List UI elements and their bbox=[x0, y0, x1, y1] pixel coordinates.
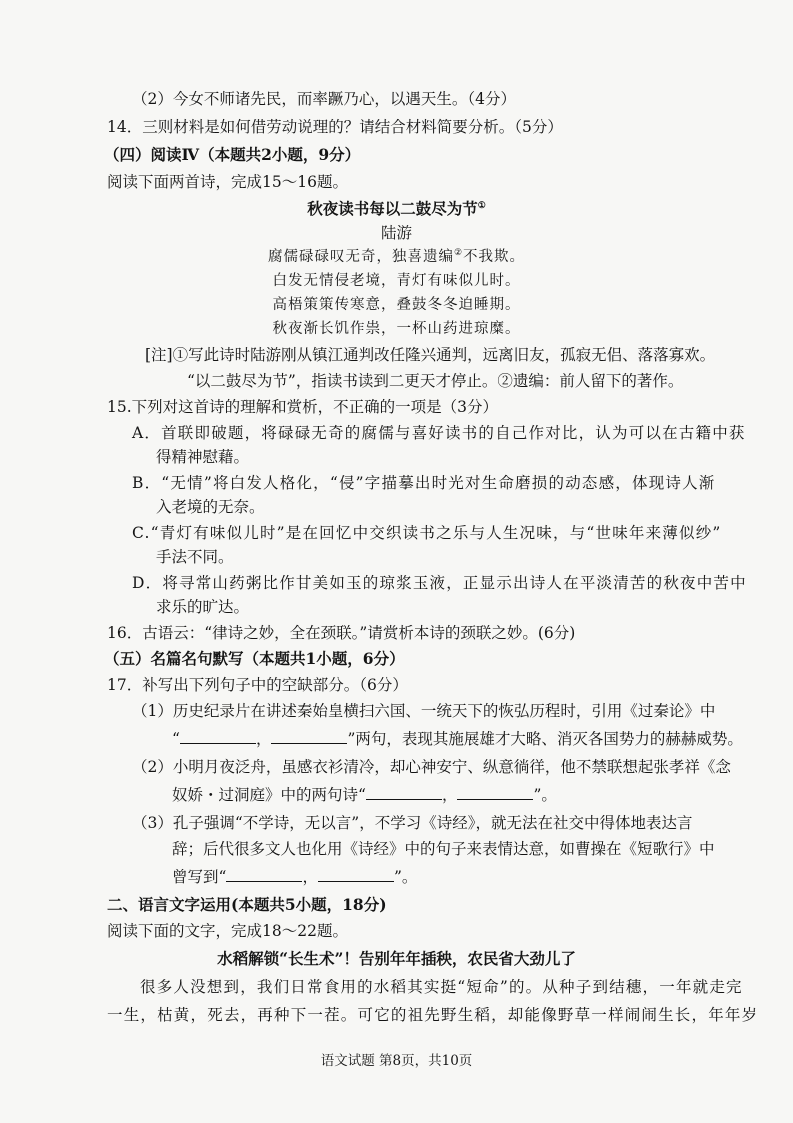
poem-note-1: [注]①写此诗时陆游刚从镇江通判改任隆兴通判，远离旧友，孤寂无侣、落落寡欢。 bbox=[145, 346, 716, 364]
poem-title: 秋夜读书每以二鼓尽为节 bbox=[307, 199, 478, 218]
q17-item-2-line-1: （2）小明月夜泛舟，虽感衣衫清冷，却心神安宁、纵意徜徉，他不禁联想起张孝祥《念 bbox=[132, 758, 731, 776]
comma: ， bbox=[441, 786, 458, 804]
section-4-instruction: 阅读下面两首诗，完成15～16题。 bbox=[107, 173, 348, 191]
option-c-line-1: C.“青灯有味似儿时”是在回忆中交织读书之乐与人生况味，与“世味年来薄似纱” bbox=[132, 524, 722, 542]
q17-item-3-line-2: 辞；后代很多文人也化用《诗经》中的句子来表情达意，如曹操在《短歌行》中 bbox=[172, 840, 715, 858]
fill-blank bbox=[318, 867, 394, 882]
lead-text: 曾写到“ bbox=[172, 868, 227, 886]
section-5-heading: （五）名篇名句默写（本题共1小题，6分） bbox=[104, 649, 405, 668]
poem-line-1 bbox=[0, 246, 793, 268]
q17-item-3-line-3 bbox=[172, 866, 417, 888]
option-a-line-1: A．首联即破题，将碌碌无奇的腐儒与喜好读书的自己作对比，认为可以在古籍中获 bbox=[132, 424, 746, 442]
q17-item-3-line-1: （3）孔子强调“不学诗，无以言”，不学习《诗经》，就无法在社交中得体地表达言 bbox=[132, 814, 693, 832]
fill-blank bbox=[457, 785, 533, 800]
option-d-line-2: 求乐的旷达。 bbox=[156, 598, 250, 616]
poem-line-1a: 腐儒碌碌叹无奇，独喜遗编 bbox=[267, 249, 454, 265]
footnote-mark-2: ② bbox=[453, 248, 464, 259]
poem-line-1b: 不我欺。 bbox=[463, 249, 526, 265]
q17-item-2-line-2 bbox=[172, 784, 557, 806]
poem-line-3: 高梧策策传寒意，叠鼓冬冬迫睡期。 bbox=[272, 297, 521, 313]
option-b-line-2: 入老境的无奈。 bbox=[156, 498, 265, 516]
comma: ， bbox=[302, 868, 318, 886]
q17-item-1-line-1: （1）历史纪录片在讲述秦始皇横扫六国、一统天下的恢弘历程时，引用《过秦论》中 bbox=[132, 702, 716, 720]
question-14: 14．三则材料是如何借劳动说理的？请结合材料简要分析。（5分） bbox=[107, 118, 563, 136]
quote-close-text: ”两句，表现其施展雄才大略、消灭各国势力的赫赫威势。 bbox=[347, 730, 743, 748]
article-paragraph-line-1: 很多人没想到，我们日常食用的水稻其实挺“短命”的。从种子到结穗，一年就走完 bbox=[140, 978, 743, 996]
option-d-line-1: D．将寻常山药粥比作甘美如玉的琼浆玉液，正显示出诗人在平淡清苦的秋夜中苦中 bbox=[132, 574, 747, 592]
poem-title-line bbox=[0, 198, 793, 220]
poem-line-4: 秋夜渐长饥作祟，一杯山药进琼糜。 bbox=[272, 321, 521, 337]
lead-text: 奴娇・过洞庭》中的两句诗“ bbox=[172, 786, 366, 804]
footnote-mark-1: ① bbox=[477, 200, 486, 211]
part-2-instruction: 阅读下面的文字，完成18～22题。 bbox=[107, 922, 348, 940]
fill-blank bbox=[271, 729, 347, 744]
option-c-line-2: 手法不同。 bbox=[156, 548, 234, 566]
question-16: 16．古语云：“律诗之妙，全在颈联。”请赏析本诗的颈联之妙。(6分) bbox=[107, 624, 576, 642]
section-4-heading: （四）阅读Ⅳ（本题共2小题，9分） bbox=[104, 145, 361, 164]
page-footer: 语文试题 第8页，共10页 bbox=[320, 1053, 473, 1069]
fill-blank bbox=[226, 867, 302, 882]
poem-author: 陆游 bbox=[380, 224, 412, 242]
part-2-heading: 二、语言文字运用(本题共5小题，18分) bbox=[107, 895, 387, 914]
fill-blank bbox=[180, 729, 256, 744]
article-title: 水稻解锁“长生术”！告别年年插秧，农民省大劲儿了 bbox=[217, 949, 576, 968]
q17-item-1-line-2 bbox=[172, 728, 743, 750]
quote-close: ”。 bbox=[393, 868, 418, 886]
poem-note-2: “以二鼓尽为节”，指读书读到二更天才停止。②遗编：前人留下的著作。 bbox=[187, 372, 684, 390]
question-17-stem: 17．补写出下列句子中的空缺部分。（6分） bbox=[107, 676, 408, 694]
quote-open: “ bbox=[172, 730, 180, 748]
q13-item-2: （2）今女不师诸先民，而率蹶乃心，以遇天生。（4分） bbox=[132, 90, 516, 108]
comma: ， bbox=[255, 730, 272, 748]
option-a-line-2: 得精神慰藉。 bbox=[156, 448, 250, 466]
option-b-line-1: B．“无情”将白发人格化，“侵”字描摹出时光对生命磨损的动态感，体现诗人渐 bbox=[132, 474, 716, 492]
quote-close: ”。 bbox=[533, 786, 557, 804]
article-paragraph-line-2: 一生，枯黄，死去，再种下一茬。可它的祖先野生稻，却能像野草一样闹闹生长，年年岁 bbox=[107, 1006, 759, 1024]
fill-blank bbox=[366, 785, 442, 800]
question-15-stem: 15.下列对这首诗的理解和赏析，不正确的一项是（3分） bbox=[107, 398, 499, 416]
poem-line-2: 白发无情侵老境，青灯有味似儿时。 bbox=[272, 273, 521, 289]
